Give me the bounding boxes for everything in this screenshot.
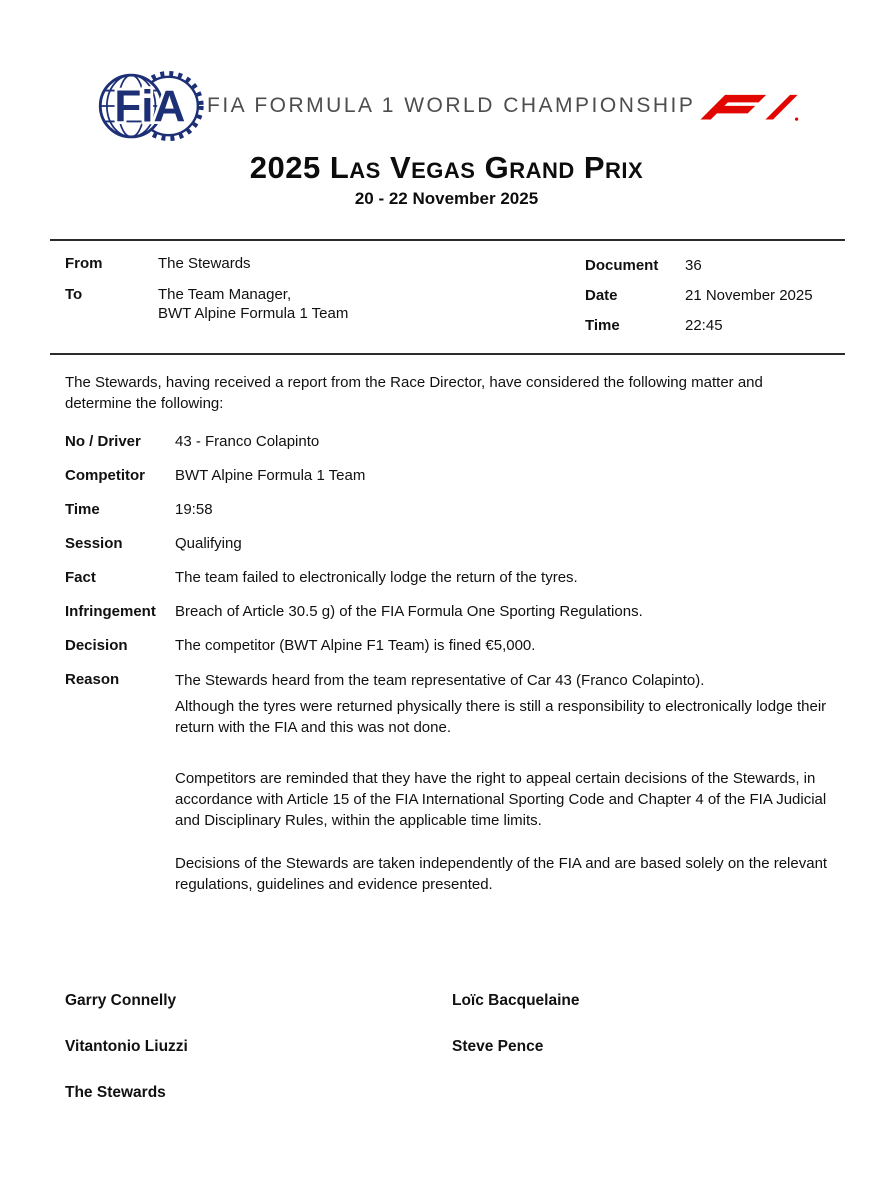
meta-row-document: [585, 256, 813, 275]
detail-row-competitor: [65, 466, 830, 486]
to-label: To: [65, 286, 83, 303]
fact-label: Fact: [65, 569, 96, 586]
from-label: From: [65, 255, 103, 272]
time-label: Time: [585, 317, 620, 334]
reason-paragraph-2: Although the tyres were returned physically there is still a responsibility to electronically lodge their return with the FIA and this was not done.: [175, 698, 827, 736]
time-value: 22:45: [685, 317, 723, 334]
fia-logo-icon: [95, 63, 207, 149]
event-dates: 20 - 22 November 2025: [354, 189, 539, 208]
intro-paragraph: The Stewards, having received a report from the Race Director, have considered the following matter and determine the following:: [65, 374, 763, 412]
reason-paragraph-3: Competitors are reminded that they have the right to appeal certain decisions of the Stewards, in accordance with Article 15 of the FIA International Sporting Code and Chapter 4 of the FIA Judicial and Disciplinary Rules, within the applicable time limits.: [175, 770, 827, 829]
signature-the-stewards: The Stewards: [65, 1084, 166, 1101]
to-value-line2: BWT Alpine Formula 1 Team: [158, 305, 349, 322]
no-driver-label: No / Driver: [65, 433, 141, 450]
divider-top: [50, 239, 845, 241]
meta-left-column: [65, 254, 348, 335]
decision-details: [65, 432, 830, 909]
detail-row-decision: [65, 636, 830, 656]
signature-vitantonio-liuzzi: Vitantonio Liuzzi: [65, 1038, 188, 1055]
meta-row-from: [65, 254, 348, 273]
detail-row-reason: [65, 670, 830, 895]
date-label: Date: [585, 287, 618, 304]
document-header: [95, 60, 798, 152]
to-value-line1: The Team Manager,: [158, 286, 292, 303]
signature-row-3: [65, 1083, 828, 1102]
date-value: 21 November 2025: [685, 287, 813, 304]
championship-title: FIA FORMULA 1 WORLD CHAMPIONSHIP: [207, 94, 696, 117]
signature-steve-pence: Steve Pence: [452, 1038, 544, 1055]
fact-value: The team failed to electronically lodge the return of the tyres.: [175, 569, 578, 586]
signature-garry-connelly: Garry Connelly: [65, 992, 177, 1009]
detail-row-infringement: [65, 602, 830, 622]
detail-row-no-driver: [65, 432, 830, 452]
to-value: [158, 285, 348, 323]
competitor-label: Competitor: [65, 467, 145, 484]
divider-bottom: [50, 353, 845, 355]
session-value: Qualifying: [175, 535, 242, 552]
no-driver-value: 43 - Franco Colapinto: [175, 433, 320, 450]
f1-logo-icon: [695, 86, 799, 126]
reason-paragraph-4: Decisions of the Stewards are taken independently of the FIA and are based solely on the relevant regulations, guidelines and evidence presented.: [175, 855, 828, 893]
session-time-value: 19:58: [175, 501, 213, 518]
competitor-value: BWT Alpine Formula 1 Team: [175, 467, 366, 484]
signatures-block: [65, 991, 828, 1129]
reason-paragraphs: [175, 670, 830, 895]
session-time-label: Time: [65, 501, 100, 518]
infringement-value: Breach of Article 30.5 g) of the FIA Formula One Sporting Regulations.: [175, 603, 643, 620]
detail-row-fact: [65, 568, 830, 588]
signature-row-2: [65, 1037, 828, 1056]
from-value: The Stewards: [158, 255, 251, 272]
reason-paragraph-1: The Stewards heard from the team representative of Car 43 (Franco Colapinto).: [175, 672, 705, 689]
signature-loic-bacquelaine: Loïc Bacquelaine: [452, 992, 580, 1009]
decision-value: The competitor (BWT Alpine F1 Team) is fined €5,000.: [175, 637, 536, 654]
detail-row-time: [65, 500, 830, 520]
svg-text:FiA: FiA: [114, 82, 186, 132]
event-title: 2025 Las Vegas Grand Prix: [249, 150, 644, 185]
document-label: Document: [585, 257, 659, 274]
meta-row-time: [585, 316, 813, 335]
meta-row-date: [585, 286, 813, 305]
session-label: Session: [65, 535, 123, 552]
document-value: 36: [685, 257, 702, 274]
detail-row-session: [65, 534, 830, 554]
infringement-label: Infringement: [65, 603, 156, 620]
reason-label: Reason: [65, 671, 120, 688]
decision-label: Decision: [65, 637, 128, 654]
meta-row-to: [65, 285, 348, 323]
signature-row-1: [65, 991, 828, 1010]
meta-right-column: [585, 256, 813, 346]
event-title-block: [0, 150, 893, 209]
